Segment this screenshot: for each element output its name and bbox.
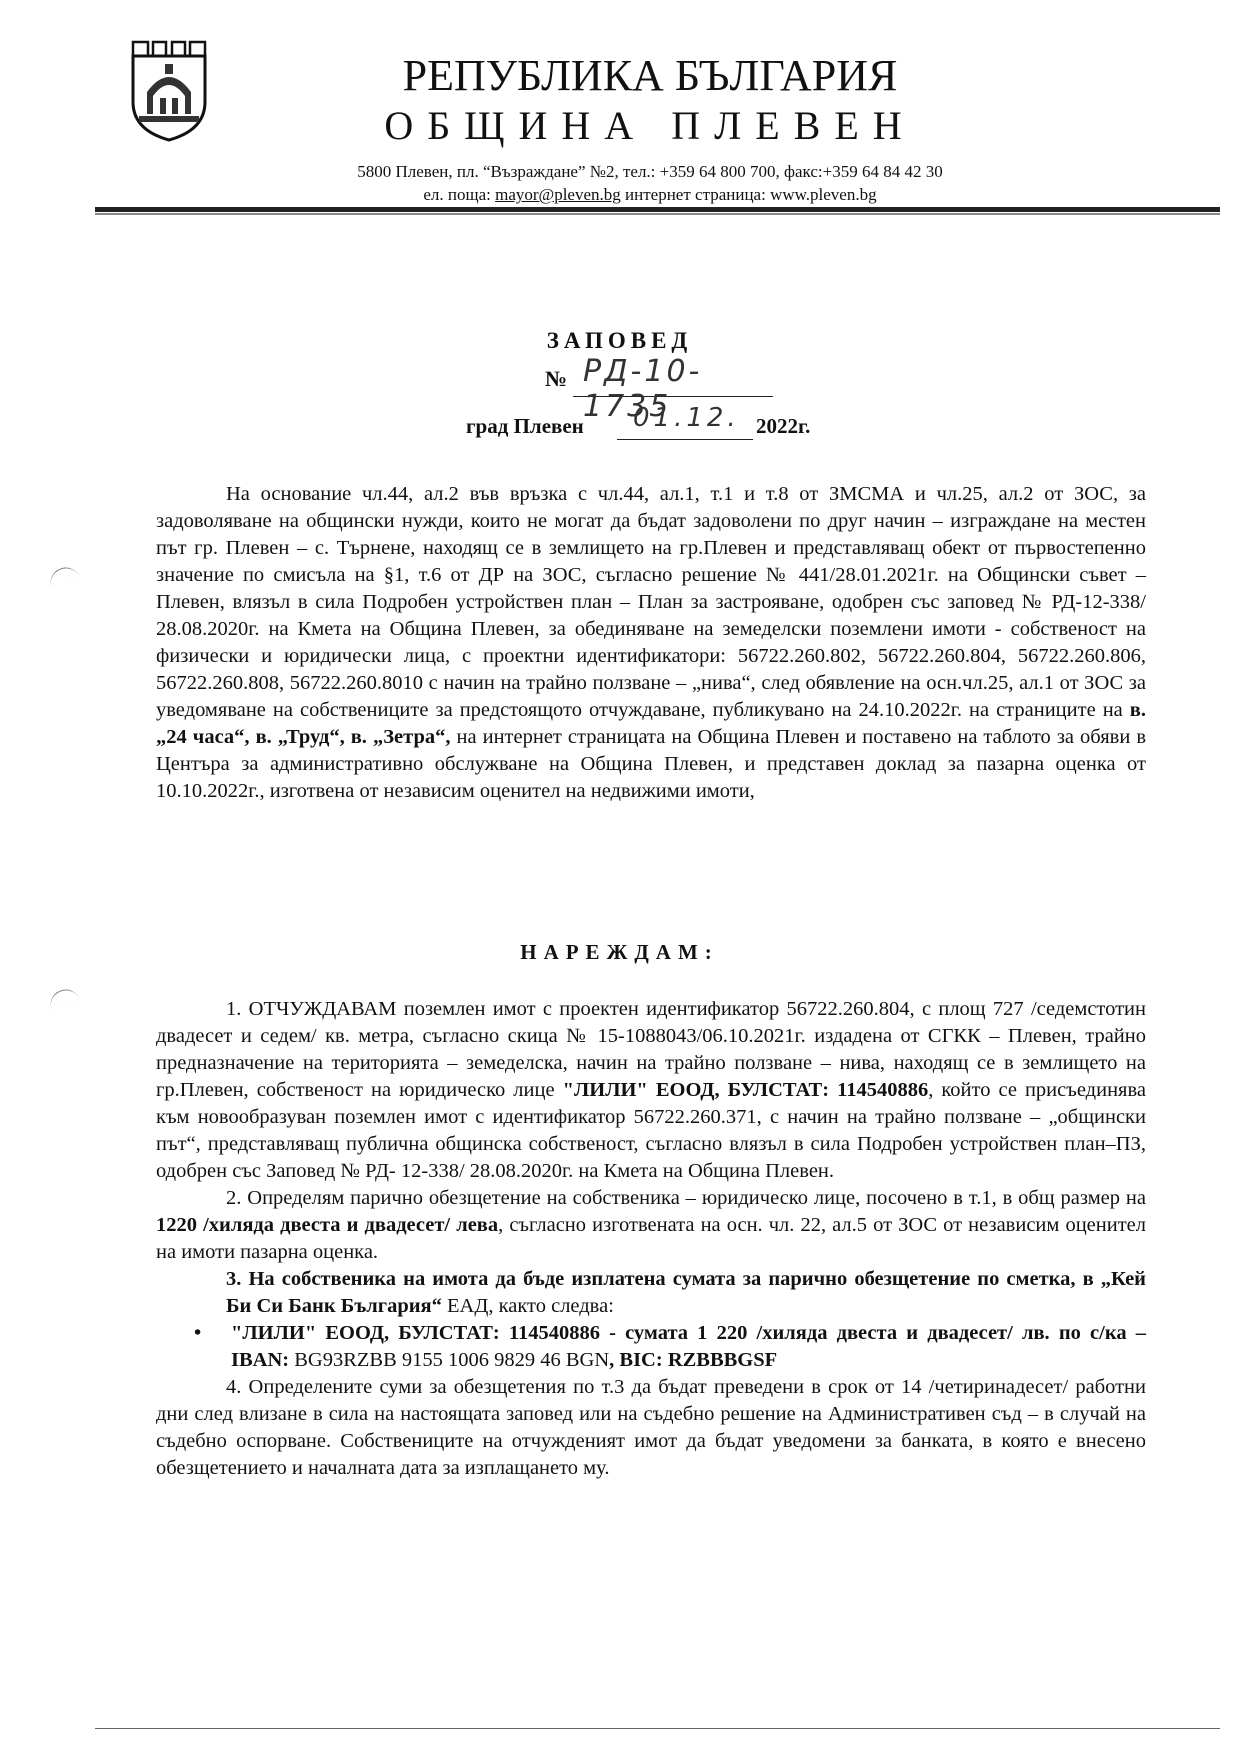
municipality-address: 5800 Плевен, пл. “Възраждане” №2, тел.: +359 64 800 700, факс:+359 64 84 42 30 — [357, 162, 943, 181]
item-3 — [156, 1266, 1146, 1320]
margin-pencil-mark — [46, 985, 79, 1009]
republic-name: РЕПУБЛИКА БЪЛГАРИЯ — [402, 51, 898, 100]
preamble-paragraph — [156, 481, 1146, 805]
item-3-text-a: 3. На собственика на имота да бъде изплатена сумата за парично обезщетение по сметка, в „Кей Би Си Банк България“ — [226, 1268, 1146, 1317]
footer-divider — [95, 1728, 1220, 1729]
preamble-text-c: на интернет страницата на Община Плевен и поставено на таблото за обяви в Центъра за административно обслужване на Община Плевен, и представен доклад за пазарна оценка от 10.10.2022г., изготвена от независим оценител на недвижими имоти, — [156, 726, 1146, 802]
email-label: ел. поща: — [423, 185, 491, 204]
item-2-text-c: , съгласно изготвената на осн. чл. 22, ал.5 от ЗОС от независим оценител на имоти пазарна оценка. — [156, 1214, 1146, 1263]
header-divider — [95, 207, 1220, 212]
contact-line — [250, 183, 1050, 206]
decree-items — [156, 996, 1146, 1482]
bullet-icon: • — [194, 1322, 202, 1344]
item-2 — [156, 1185, 1146, 1266]
item-2-text-a: 2. Определям парично обезщетение на собственика – юридическо лице, посочено в т.1, в общ размер на — [226, 1187, 1146, 1209]
bullet-iban: BG93RZBB 9155 1006 9829 46 BGN — [294, 1349, 610, 1371]
order-date-field — [617, 403, 753, 440]
item-4: 4. Определените суми за обезщетения по т.3 да бъдат преведени в срок от 14 /четиринадесет/ работни дни след влизане в сила на настоящата заповед или на съдебно решение на Административен съд – в случай на съдебно оспорване. Собствениците на отчужденият имот да бъдат уведомени за банката, в която е внесено обезщетението и началната дата за изплащането му. — [156, 1376, 1146, 1479]
order-title: ЗАПОВЕД — [546, 328, 693, 353]
item-3-text-b: ЕАД, както следва: — [447, 1295, 614, 1317]
item-1-text-c: , който се присъединява към новообразуван поземлен имот с идентификатор 56722.260.371, с начин на трайно ползване – „общински път“, представляващ публична общинска собственост, съгласно влязъл в сила Подробен устройствен план–ПЗ, одобрен със Заповед № РД- 12-338/ 28.08.2020г. на Кмета на Община Плевен. — [156, 1079, 1146, 1182]
order-number-handwritten: РД-10-1735 — [583, 354, 703, 424]
item-1-owner: "ЛИЛИ" ЕООД, БУЛСТАТ: 114540886 — [562, 1079, 929, 1101]
item-1-text-a: 1. ОТЧУЖДАВАМ поземлен имот с проектен идентификатор 56722.260.804, с площ 727 /седемстотин двадесет и седем/ кв. метра, съгласно скица № 15-1088043/06.10.2021г. издадена от СГКК – Плевен, трайно предназначение на територията – земеделска, начин на трайно ползване – нива, находящ се в землището на гр.Плевен, собственост на юридическо лице — [156, 998, 1146, 1101]
payment-bullet — [156, 1320, 1146, 1374]
order-date-handwritten: 01.12. — [633, 403, 740, 433]
letterhead — [250, 50, 1050, 206]
website-text: интернет страница: www.pleven.bg — [625, 185, 877, 204]
item-1 — [156, 996, 1146, 1185]
preamble-newspapers: в. „24 часа“, в. „Труд“, в. „Зетра“, — [156, 699, 1146, 748]
decree-heading: НАРЕЖДАМ: — [520, 940, 719, 964]
email-link[interactable]: mayor@pleven.bg — [495, 185, 621, 204]
header-divider-thin — [95, 213, 1220, 215]
order-city: град Плевен — [466, 414, 584, 438]
item-2-amount: 1220 /хиляда двеста и двадесет/ лева — [156, 1214, 499, 1236]
pleven-coat-of-arms-icon — [131, 40, 207, 142]
bullet-text-a: "ЛИЛИ" ЕООД, БУЛСТАТ: 114540886 - сумата 1 220 /хиляда двеста и двадесет/ лв. по с/ка – IBAN: — [231, 1322, 1146, 1371]
bullet-text-b: , BIC: RZBBBGSF — [609, 1349, 778, 1371]
order-year: 2022г. — [756, 414, 811, 438]
margin-pencil-mark — [46, 563, 79, 587]
preamble-text-a: На основание чл.44, ал.2 във връзка с чл.44, ал.1, т.1 и т.8 от ЗМСМА и чл.25, ал.2 от ЗОС, за задоволяване на общински нужди, които не могат да бъдат задоволени по друг начин – изграждане на местен път гр. Плевен – с. Търнене, находящ се в землището на гр.Плевен и представляващ обект от първостепенно значение по смисъла на §1, т.6 от ДР на ЗОС, съгласно решение № 441/28.01.2021г. на Общински съвет – Плевен, влязъл в сила Подробен устройствен план – План за застрояване, одобрен със заповед № РД-12-338/ 28.08.2020г. на Кмета на Община Плевен, за обединяване на земеделски поземлени имоти - собственост на физически и юридически лица, с проектни идентификатори: 56722.260.802, 56722.260.804, 56722.260.806, 56722.260.808, 56722.260.8010 с начин на трайно ползване – „нива“, след обявление на осн.чл.25, ал.1 от ЗОС за уведомяване на собствениците за предстоящото отчуждаване, публикувано на 24.10.2022г. на страниците на — [156, 483, 1146, 721]
municipality-name: ОБЩИНА ПЛЕВЕН — [384, 103, 916, 148]
order-number-label: № — [545, 366, 568, 391]
